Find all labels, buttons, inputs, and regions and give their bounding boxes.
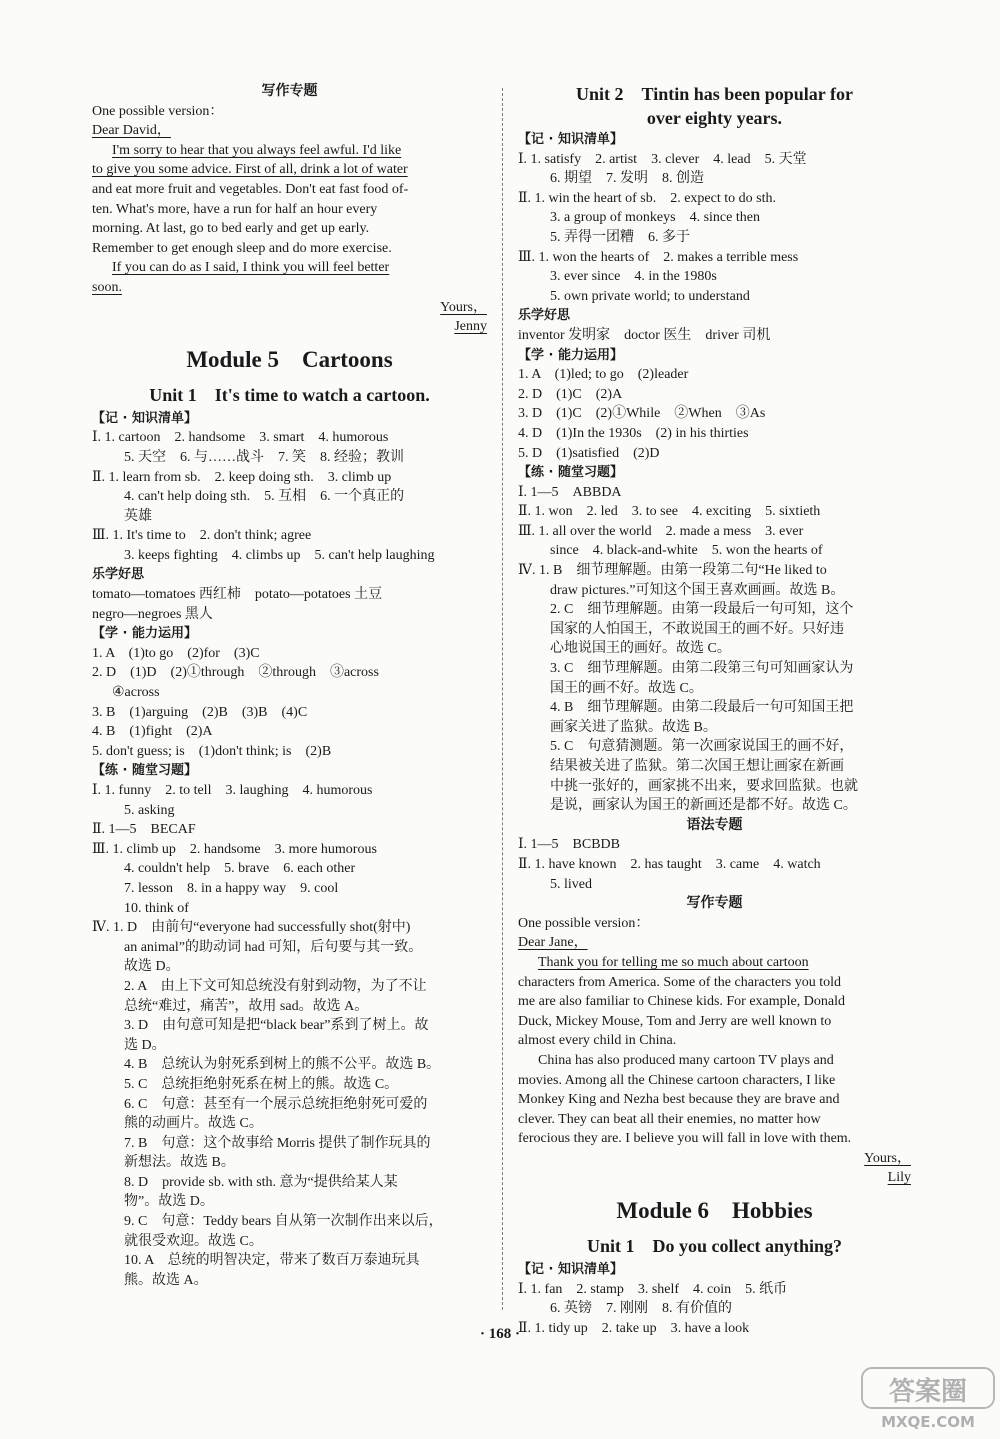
right-line: 中挑一张好的，画家挑不出来，要求回监狱。也就 (550, 778, 858, 794)
right-column (518, 82, 911, 1338)
right-line: 4. B 细节理解题。由第二段最后一句可知国王把 (550, 700, 854, 716)
left-line: Yours， (440, 299, 487, 315)
left-line: Ⅳ. 1. D 由前句“everyone had successfully shot(射中) (92, 920, 411, 936)
left-line: negro—negroes 黑人 (92, 606, 213, 622)
right-line: 3. C 细节理解题。由第二段第三句可知画家认为 (550, 661, 854, 677)
left-line: If you can do as I said, I think you will feel better (112, 260, 390, 276)
left-line: 总统“难过，痛苦”，故用 sad。故选 A。 (124, 998, 369, 1014)
right-line: 4. D (1)In the 1930s (2) in his thirties (518, 425, 749, 441)
right-line: 2. C 细节理解题。由第一段最后一句可知，这个 (550, 602, 854, 618)
right-line: Ⅰ. 1—5 BCBDB (518, 837, 620, 853)
watermark-icon (858, 1364, 998, 1432)
right-line: 5. D (1)satisfied (2)D (518, 445, 660, 461)
left-line: 4. B (1)fight (2)A (92, 724, 213, 740)
left-line: to give you some advice. First of all, drink a lot of water (92, 162, 408, 178)
left-line: One possible version： (92, 103, 224, 119)
left-line: 10. A 总统的明智决定，带来了数百万泰迪玩具 (124, 1253, 420, 1269)
left-line: 5. 天空 6. 与……战斗 7. 笑 8. 经验；教训 (124, 449, 404, 465)
right-line: 1. A (1)led; to go (2)leader (518, 367, 689, 383)
right-line: since 4. black-and-white 5. won the hearts of (550, 543, 823, 559)
left-line: 英雄 (124, 508, 152, 524)
left-line: 2. A 由上下文可知总统没有射到动物，为了不让 (124, 978, 427, 994)
left-line: ④across (112, 685, 160, 701)
left-line: 乐学好思 (92, 567, 145, 583)
left-line: I'm sorry to hear that you always feel awful. I'd like (112, 142, 402, 158)
left-line: ten. What's more, have a run for half an hour every (92, 201, 378, 217)
left-line: Ⅰ. 1. cartoon 2. handsome 3. smart 4. humorous (92, 430, 389, 446)
left-line: 熊。故选 A。 (124, 1272, 208, 1288)
right-line: 语法专题 (686, 816, 743, 833)
right-line: clever. They can beat all their enemies, no matter how (518, 1111, 821, 1127)
right-line: Ⅲ. 1. all over the world 2. made a mess 3. ever (518, 523, 804, 539)
right-line: 3. ever since 4. in the 1980s (550, 269, 717, 285)
right-line: Dear Jane， (518, 935, 588, 951)
right-line: 写作专题 (686, 895, 743, 912)
watermark-text: 答案圈 (888, 1377, 968, 1407)
left-line: Ⅲ. 1. It's time to 2. don't think; agree (92, 528, 312, 544)
left-line: 7. B 句意：这个故事给 Morris 提供了制作玩具的 (124, 1135, 431, 1151)
right-line: 2. D (1)C (2)A (518, 386, 623, 402)
left-line: 5. C 总统拒绝射死系在树上的熊。故选 C。 (124, 1076, 399, 1092)
right-line: Ⅱ. 1. won 2. led 3. to see 4. exciting 5. sixtieth (518, 504, 821, 520)
right-line: 【学 · 能力运用】 (518, 347, 623, 363)
right-line: Monkey King and Nezha best because they are brave and (518, 1092, 840, 1108)
right-line: Ⅰ. 1. fan 2. stamp 3. shelf 4. coin 5. 纸币 (518, 1281, 788, 1297)
right-line: 【记 · 知识清单】 (518, 132, 623, 147)
right-line: 5. C 句意猜测题。第一次画家说国王的画不好， (550, 739, 854, 755)
right-line: Duck, Mickey Mouse, Tom and Jerry are well known to (518, 1013, 832, 1029)
left-line: 3. D 由句意可知是把“black bear”系到了树上。故 (124, 1018, 429, 1034)
left-line: 故选 D。 (124, 959, 180, 975)
left-line: 8. D provide sb. with sth. 意为“提供给某人某 (124, 1174, 398, 1190)
left-line: 【练 · 随堂习题】 (92, 763, 197, 779)
left-line: Remember to get enough sleep and do more exercise. (92, 240, 392, 256)
right-line: 6. 英镑 7. 刚刚 8. 有价值的 (550, 1301, 732, 1317)
left-line: 4. can't help doing sth. 5. 互相 6. 一个真正的 (124, 489, 405, 505)
right-line: Thank you for telling me so much about cartoon (538, 954, 809, 970)
right-line: Ⅳ. 1. B 细节理解题。由第一段第二句“He liked to (518, 563, 827, 579)
left-line: 新想法。故选 B。 (124, 1155, 235, 1171)
right-line: One possible version： (518, 915, 650, 931)
right-line: 【记 · 知识清单】 (518, 1262, 623, 1278)
left-line: Ⅱ. 1—5 BECAF (92, 822, 196, 838)
right-line: inventor 发明家 doctor 医生 driver 司机 (518, 327, 771, 343)
left-line: Dear David， (92, 123, 171, 139)
right-line: Ⅱ. 1. win the heart of sb. 2. expect to do sth. (518, 190, 776, 206)
left-line: 10. think of (124, 900, 189, 916)
left-line: an animal”的助动词 had 可知，后句要与其一致。 (124, 939, 423, 955)
right-line: almost every child in China. (518, 1033, 677, 1049)
left-line: Jenny (454, 319, 487, 335)
right-line: 是说，画家认为国王的新画还是都不好。故选 C。 (550, 798, 857, 814)
left-line: 3. B (1)arguing (2)B (3)B (4)C (92, 704, 308, 720)
right-line: Unit 1 Do you collect anything? (586, 1236, 842, 1257)
right-line: Ⅱ. 1. tidy up 2. take up 3. have a look (518, 1320, 750, 1336)
right-line: movies. Among all the Chinese cartoon characters, I like (518, 1072, 836, 1088)
right-line: over eighty years. (646, 108, 783, 128)
right-line: 画家关进了监狱。故选 B。 (550, 719, 717, 735)
left-line: 6. C 句意：甚至有一个展示总统拒绝射死可爱的 (124, 1096, 428, 1112)
left-line: 物”。故选 D。 (124, 1194, 214, 1210)
left-line: 4. B 总统认为射死系到树上的熊不公平。故选 B。 (124, 1057, 441, 1073)
right-line: 心地说国王的画好。故选 C。 (550, 641, 731, 657)
left-line: Unit 1 It's time to watch a cartoon. (149, 384, 430, 405)
right-line: 5. lived (550, 876, 592, 892)
left-line: Ⅱ. 1. learn from sb. 2. keep doing sth. 3. climb up (92, 469, 392, 485)
left-line: 就很受欢迎。故选 C。 (124, 1233, 263, 1249)
right-line: Yours， (864, 1150, 911, 1166)
right-line: Unit 2 Tintin has been popular for (576, 84, 853, 104)
left-line: 7. lesson 8. in a happy way 9. cool (124, 880, 339, 896)
right-line: ferocious they are. I believe you will fall in love with them. (518, 1131, 852, 1147)
right-line: 5. 弄得一团糟 6. 多于 (550, 229, 690, 245)
left-line: morning. At last, go to bed early and get up early. (92, 221, 370, 237)
left-line: 5. asking (124, 802, 175, 818)
right-line: 国王的画不好。故选 C。 (550, 680, 703, 696)
right-line: me are also familiar to Chinese kids. For example, Donald (518, 994, 845, 1010)
left-line: Module 5 Cartoons (186, 346, 393, 372)
left-line: soon. (92, 279, 122, 295)
left-line: 【学 · 能力运用】 (92, 626, 197, 642)
right-line: 3. a group of monkeys 4. since then (550, 210, 760, 226)
left-column (92, 82, 487, 1290)
right-line: Module 6 Hobbies (616, 1198, 813, 1224)
left-line: 2. D (1)D (2)①through ②through ③across (92, 665, 379, 681)
right-line: Lily (887, 1170, 911, 1186)
watermark-url: MXQE.COM (881, 1413, 975, 1431)
right-line: 乐学好思 (518, 308, 571, 324)
left-line: and eat more fruit and vegetables. Don't eat fast food of- (92, 181, 409, 197)
page-number: · 168 · (479, 1326, 520, 1342)
left-line: 1. A (1)to go (2)for (3)C (92, 645, 260, 661)
left-line: Ⅲ. 1. climb up 2. handsome 3. more humorous (92, 841, 377, 857)
left-line: 熊的动画片。故选 C。 (124, 1116, 263, 1132)
left-line: 【记 · 知识清单】 (92, 410, 197, 426)
right-line: 国家的人怕国王，不敢说国王的画不好。只好违 (550, 621, 844, 637)
right-line: 6. 期望 7. 发明 8. 创造 (550, 171, 704, 187)
right-line: Ⅰ. 1—5 ABBDA (518, 484, 622, 500)
right-line: characters from America. Some of the characters you told (518, 974, 842, 990)
left-line: Ⅰ. 1. funny 2. to tell 3. laughing 4. humorous (92, 783, 373, 798)
right-line: 3. D (1)C (2)①While ②When ③As (518, 406, 766, 422)
watermark-logo (858, 1364, 998, 1432)
left-line: 4. couldn't help 5. brave 6. each other (124, 861, 356, 877)
left-line: 选 D。 (124, 1037, 166, 1053)
left-line: 9. C 句意：Teddy bears 自从第一次制作出来以后， (124, 1214, 443, 1230)
left-line: 3. keeps fighting 4. climbs up 5. can't help laughing (124, 547, 435, 563)
right-line: Ⅰ. 1. satisfy 2. artist 3. clever 4. lead 5. 天堂 (518, 151, 807, 167)
right-line: China has also produced many cartoon TV plays and (538, 1052, 834, 1068)
right-line: draw pictures.”可知这个国王喜欢画画。故选 B。 (550, 582, 845, 598)
right-line: 【练 · 随堂习题】 (518, 465, 623, 481)
left-line: 5. don't guess; is (1)don't think; is (2)B (92, 743, 332, 759)
left-line: 写作专题 (261, 83, 318, 99)
column-divider (502, 88, 503, 1310)
right-line: Ⅲ. 1. won the hearts of 2. makes a terrible mess (518, 249, 799, 265)
right-line: 结果被关进了监狱。第二次国王想让画家在新画 (550, 759, 844, 774)
left-line: tomato—tomatoes 西红柿 potato—potatoes 土豆 (92, 587, 383, 603)
right-line: 5. own private world; to understand (550, 288, 750, 304)
right-line: Ⅱ. 1. have known 2. has taught 3. came 4. watch (518, 856, 821, 872)
